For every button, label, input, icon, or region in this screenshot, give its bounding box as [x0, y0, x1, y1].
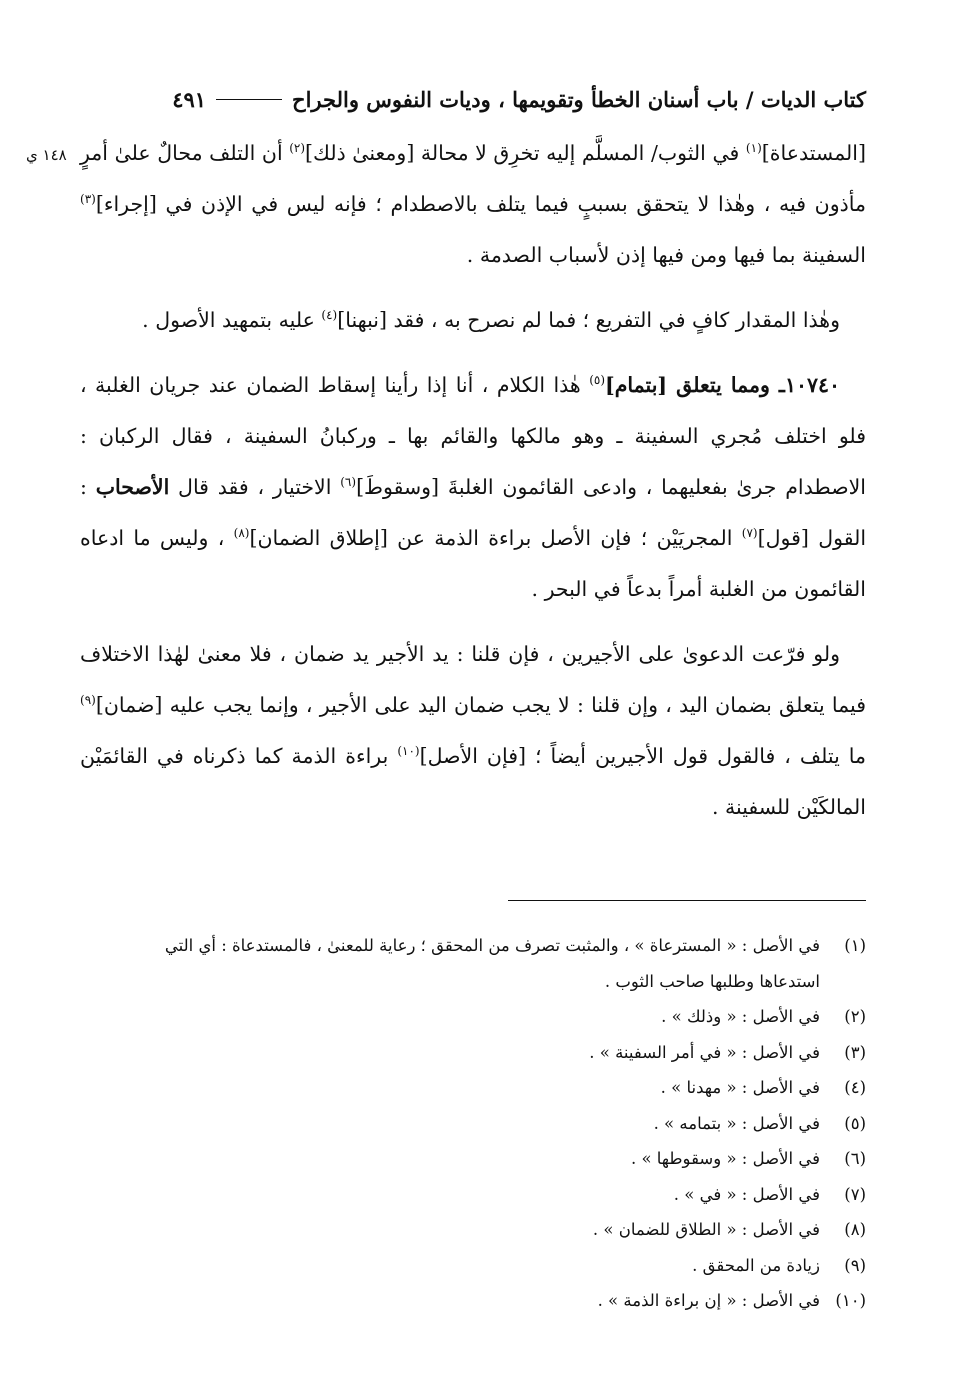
footnote-text: في الأصل : « مهدنا » .: [660, 1078, 820, 1097]
footnote-number: (٣): [844, 1042, 866, 1062]
footnote-separator: [508, 900, 866, 901]
footnote-number: (٢): [844, 1007, 866, 1026]
footnote-number: (٩): [844, 1255, 866, 1275]
footnote-ref: (٦): [340, 475, 357, 490]
footnote-ref: (٥): [589, 373, 606, 388]
footnote-number: (١): [844, 936, 866, 955]
footnote-text: في الأصل : « وسقوطها » .: [630, 1149, 820, 1168]
paragraph-1: [80, 128, 866, 281]
footnote: [100, 1035, 866, 1071]
text-segment: في الثوب/ المسلَّم إليه تخرِق لا محالة [ومعنىٰ ذلك]: [305, 141, 746, 165]
text-segment: المجريَيْن ؛ فإن الأصل براءة الذمة عن [إطلاق الضمان]: [249, 526, 742, 550]
text-segment: السفينة بما فيها ومن فيها إذن لأسباب الصدمة .: [466, 243, 866, 267]
text-segment: هٰذا الكلام ، أنا إذا رأينا إسقاط الضمان عند جريان الغلبة ، فلو اختلف مُجري السفينة ـ وهو مالكها والقائم بها ـ وركبانُ السفينة ، فقال الركبان : الاصطدام جرىٰ بفعليهما ، وادعى القائمون الغلبةَ [وسقوطَ]: [80, 373, 866, 499]
footnote-ref: (٤): [321, 308, 338, 323]
text-segment: الاختيار ، فقد قال: [169, 475, 341, 499]
footnote-text: زيادة من المحقق .: [692, 1255, 820, 1275]
text-segment: أن التلف محالٌ علىٰ أمرٍ مأذون فيه ، وهٰذا لا يتحقق بسببٍ فيما يتلف بالاصطدام ؛ فإنه ليس في الإذن في [إجراء]: [80, 141, 866, 216]
footnotes: [100, 928, 866, 1319]
bold-term: الأصحاب: [95, 475, 170, 499]
footnote-ref: (٩): [80, 693, 96, 708]
footnote: [100, 928, 866, 999]
footnote: [100, 1141, 866, 1177]
text-segment: عليه بتمهيد الأصول .: [142, 308, 322, 332]
margin-note: ١٤٨ ي: [26, 146, 67, 164]
running-header: [100, 82, 866, 116]
main-text: [80, 128, 866, 833]
paragraph-4: [80, 629, 866, 833]
footnote-text: في الأصل : « بتمامه » .: [653, 1113, 820, 1133]
footnote: [100, 1177, 866, 1213]
footnote-text: في الأصل : « في أمر السفينة » .: [589, 1042, 820, 1062]
footnote-number: (٤): [844, 1078, 866, 1097]
footnote: [100, 999, 866, 1035]
footnote-text: في الأصل : « المسترعاة » ، والمثبت تصرف من المحقق ؛ رعاية للمعنىٰ ، فالمستدعاة : أي التي استدعاها وطلبها صاحب الثوب .: [164, 936, 820, 991]
footnote-number: (٧): [844, 1184, 866, 1204]
footnote-text: في الأصل : « وذلك » .: [661, 1007, 820, 1026]
footnote: [100, 1248, 866, 1284]
footnote: [100, 1106, 866, 1142]
footnote-number: (١٠): [835, 1291, 866, 1310]
footnote-text: في الأصل : « في » .: [673, 1184, 820, 1204]
footnote-ref: (٧): [741, 526, 758, 541]
header-rule: [216, 99, 282, 100]
footnote-ref: (٨): [233, 526, 250, 541]
footnote: [100, 1283, 866, 1319]
footnote-number: (٥): [844, 1113, 866, 1133]
footnote-text: في الأصل : « إن براءة الذمة » .: [597, 1291, 820, 1310]
text-segment: ولو فرّعت الدعوىٰ على الأجيرين ، فإن قلنا : يد الأجير يد ضمان ، فلا معنىٰ لهٰذا الاختلاف فيما يتعلق بضمان اليد ، وإن قلنا : لا يجب ضمان اليد على الأجير ، وإنما يجب عليه [ضمان]: [80, 642, 866, 717]
page-number: ٤٩١: [172, 86, 207, 112]
footnote-ref: (١٠): [397, 744, 420, 759]
footnote: [100, 1212, 866, 1248]
text-segment: ، وليس ما ادعاه القائمون من الغلبة أمراً بدعاً في البحر .: [80, 526, 866, 601]
footnote: [100, 1070, 866, 1106]
text-segment: ١٠٧٤٠ـ ومما يتعلق [بتمام]: [605, 373, 840, 397]
footnote-ref: (٣): [80, 192, 96, 207]
text-segment: : القول [قول]: [80, 475, 867, 550]
footnote-ref: (٢): [289, 141, 306, 156]
footnote-number: (٦): [844, 1149, 866, 1168]
paragraph-3: [80, 360, 866, 615]
paragraph-2: [80, 295, 866, 346]
footnote-number: (٨): [844, 1220, 866, 1239]
footnote-ref: (١): [745, 141, 762, 156]
text-segment: وهٰذا المقدار كافٍ في التفريع ؛ فما لم نصرح به ، فقد [نبهنا]: [337, 308, 840, 332]
text-segment: براءة الذمة كما ذكرناه في القائمَيْن المالكَيْن للسفينة .: [80, 744, 866, 819]
text-segment: ما يتلف ، فالقول قول الأجيرين أيضاً ؛ [فإن الأصل]: [419, 744, 867, 768]
text-segment: [المستدعاة]: [761, 141, 866, 165]
footnote-text: في الأصل : « الطلاق للضمان » .: [592, 1220, 820, 1239]
header-title: كتاب الديات / باب أسنان الخطأ وتقويمها ، وديات النفوس والجراح: [292, 86, 866, 112]
